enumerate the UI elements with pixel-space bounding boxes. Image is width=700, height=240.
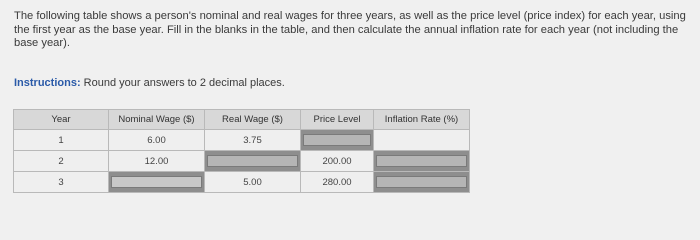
inflation-rate-input-year-3[interactable] — [374, 172, 470, 193]
instructions — [14, 77, 285, 89]
header-price-level: Price Level — [301, 110, 374, 130]
table-row-year-3 — [14, 172, 470, 193]
nominal-wage-input-year-3[interactable] — [109, 172, 205, 193]
wage-table — [13, 109, 470, 193]
table-row-year-1 — [14, 130, 470, 151]
nominal-wage-field-year-3[interactable] — [111, 176, 202, 188]
price-level-input-year-1[interactable] — [301, 130, 374, 151]
nominal-wage-cell: 6.00 — [109, 130, 205, 151]
inflation-rate-field-year-2[interactable] — [376, 155, 467, 167]
header-year: Year — [14, 110, 109, 130]
header-nominal-wage: Nominal Wage ($) — [109, 110, 205, 130]
year-cell: 1 — [14, 130, 109, 151]
year-cell: 3 — [14, 172, 109, 193]
header-inflation-rate: Inflation Rate (%) — [374, 110, 470, 130]
table-row-year-2 — [14, 151, 470, 172]
real-wage-cell: 5.00 — [205, 172, 301, 193]
header-real-wage: Real Wage ($) — [205, 110, 301, 130]
instructions-label: Instructions: — [14, 77, 81, 89]
instructions-text: Round your answers to 2 decimal places. — [80, 77, 285, 89]
inflation-rate-input-year-2[interactable] — [374, 151, 470, 172]
nominal-wage-cell: 12.00 — [109, 151, 205, 172]
inflation-rate-cell-year-1 — [374, 130, 470, 151]
price-level-cell: 280.00 — [301, 172, 374, 193]
table-header-row — [14, 110, 470, 130]
inflation-rate-field-year-3[interactable] — [376, 176, 467, 188]
real-wage-cell: 3.75 — [205, 130, 301, 151]
real-wage-field-year-2[interactable] — [207, 155, 298, 167]
price-level-cell: 200.00 — [301, 151, 374, 172]
real-wage-input-year-2[interactable] — [205, 151, 301, 172]
question-prompt: The following table shows a person's nominal and real wages for three years, as well as the price level (price index) for each year, using the first year as the base year. Fill in the blanks in the table, and then calculate the annual inflation rate for each year (not including the base year). — [14, 10, 686, 49]
price-level-field-year-1[interactable] — [303, 134, 371, 146]
year-cell: 2 — [14, 151, 109, 172]
